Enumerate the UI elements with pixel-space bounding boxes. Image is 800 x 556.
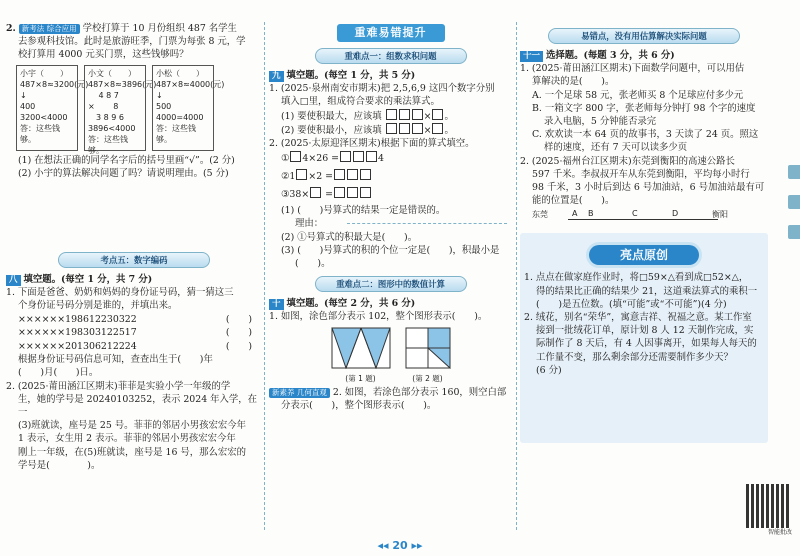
sub-question: (2) ①号算式的积最大是( )。 [281,231,418,243]
solution-line: ↓ [156,90,163,100]
option-b-cont: 录入电脑，5 分钟能否录完 [544,116,657,128]
question-text: 1. 下面是爸爸、奶奶和妈妈的身份证号码，猜一猜这三 [6,287,234,299]
solution-box-xiaoyu [16,65,89,151]
figure-caption: (第 2 题) [412,373,443,383]
answer-box[interactable] [353,151,364,162]
side-tab [788,225,800,239]
figure-2 [405,327,451,384]
section-title: 选择题。(每题 3 分，共 6 分) [546,50,675,61]
column-right [520,0,768,534]
answer-box[interactable] [399,123,410,134]
question-text: ( )月( )日。 [18,367,99,379]
section-number: 十 [269,299,284,310]
answer-space[interactable] [6,180,262,246]
question-text: 得的结果比正确的结果少 21，这道乘法算式的乘积一 [536,285,758,297]
solution-box-xiaosong [152,65,225,151]
sub-question-text: (1) 要使积最大，应该填 [281,110,382,122]
solution-line: 487×8≈4000(元) [156,79,225,89]
qr-code-icon[interactable] [746,484,790,528]
road-diagram [532,209,768,231]
question-text: 2. 如图，若涂色部分表示 160，则空白部 [332,386,507,398]
answer-box[interactable] [386,109,397,120]
id-row[interactable] [6,340,262,354]
id-number: ××××××198303122517 [18,327,137,339]
question-text: 根据身份证号码信息可知，查查出生于( )年 [18,354,213,366]
sub-question: (2) 小宇的算法解决问题了吗？请说明理由。(5 分) [18,167,229,179]
reason-line[interactable] [269,217,512,230]
answer-space[interactable] [524,377,764,439]
solution-line: ↓ [20,90,27,100]
question-text: 去参观科技馆。此时是旅游旺季，门票为每张 8 元，学 [18,36,246,48]
question-text: (3)班就读，座号是 25 号。菲菲的邻居小男孩宏宏今年 [18,420,247,432]
sub-question: (2) 要使积最小，应该填 × 。 [281,124,454,136]
section-banner: 重难易错提升 [337,24,445,42]
answer-box[interactable] [432,109,443,120]
question-2 [6,22,262,35]
answer-blank[interactable]: ( ) [225,340,252,352]
original-block [520,233,768,443]
road-point-d: D [672,209,679,219]
answer-box[interactable] [340,151,351,162]
prev-arrow-icon: ◂◂ [377,539,393,552]
solution-line: 4000=4000 [156,112,204,122]
answer-box[interactable] [334,169,345,180]
page-number: 20 [392,539,408,552]
solution-line: 答：这些钱够。 [156,123,196,144]
topic-pill: 重难点二：图形中的数值计算 [315,276,467,292]
answer-box[interactable] [360,169,371,180]
question-text: 2. (2025·福州台江区期末)东莞到衡阳的高速公路长 [520,155,735,167]
option-a[interactable]: A. 一个足球 58 元，张老师买 8 个足球应付多少元 [532,89,744,101]
square-figure [405,327,451,369]
topic-pill: 重难点一：组数求积问题 [315,48,467,64]
answer-box[interactable] [399,109,410,120]
solution-boxes [16,65,262,155]
answer-box[interactable] [432,123,443,134]
solution-line: 487×8≈3896(元) [88,79,157,89]
option-c[interactable]: C. 欢欢读一本 64 页的故事书，3 天读了 24 页。照这 [532,129,759,141]
answer-blank[interactable]: ( ) [225,313,252,325]
side-tab [788,165,800,179]
road-label-end: 衡阳 [712,210,728,220]
question-text: 1. (2025·泉州南安市期末)把 2,5,6,9 这四个数字分别 [269,83,495,95]
question-text: 1. (2025·莆田涵江区期末)下面数学问题中，可以用估 [520,63,745,75]
road-point-c: C [632,209,638,219]
question-text: 1. 如图，涂色部分表示 102，整个图形表示( )。 [269,311,488,323]
solution-line: 487×8≈3200(元) [20,79,89,89]
column-left [6,0,262,534]
equation-2: ②1 ×2 = [269,168,512,186]
question-number: 2. [6,23,16,34]
column-divider [516,22,517,530]
solution-name: 小宇（ ） [20,68,68,78]
question-text: 98 千米，3 小时后到达 6 号加油站，6 号加油站最有可 [532,182,765,194]
answer-box[interactable] [360,187,371,198]
question-text: 校打算用 4000 元买门票，这些钱够吗？ [18,49,189,61]
answer-box[interactable] [347,169,358,180]
question-text: 学号是( )。 [18,459,101,471]
question-text: ( )是五位数。(填“可能”或“不可能”)(4 分) [536,298,727,310]
option-b[interactable]: B. 一箱文字 800 字，张老师每分钟打 98 个字的速度 [532,102,756,114]
original-banner: 亮点原创 [589,245,699,265]
sub-question-text: (2) 要使积最小，应该填 [281,124,382,136]
solution-box-xiaowen [84,65,157,155]
solution-line: × 8 [88,101,119,111]
page-footer [0,539,800,552]
section-number: 九 [269,71,284,82]
answer-box[interactable] [296,169,307,180]
id-number: ××××××198612230322 [18,313,137,325]
reason-underline[interactable] [347,223,507,224]
solution-line: 答：这些钱够。 [88,134,128,155]
new-method-tag: 新考法 综合应用 [19,24,80,34]
side-tab [788,195,800,209]
topic-pill: 考点五：数字编码 [58,252,210,268]
question-text: 工作量不变，那么剩余部分还需要制作多少天？ [536,351,733,363]
answer-box[interactable] [412,123,423,134]
sub-question: (1) ( )号算式的结果一定是错误的。 [281,205,446,217]
figure-1 [331,327,391,384]
next-arrow-icon: ▸▸ [407,539,423,552]
sub-question: (1) 要使积最大，应该填 × 。 [281,110,454,122]
solution-name: 小松（ ） [156,68,204,78]
question-text: 1. 点点在做家庭作业时，将□59×△看到成□52×△， [524,272,749,284]
id-row[interactable] [6,313,262,327]
figure-caption: (第 1 题) [345,373,376,383]
column-middle [269,0,512,534]
solution-name: 小文（ ） [88,68,136,78]
question-text: 算解决的是( )。 [532,76,615,88]
equation-3: ③38× = [269,186,512,204]
reason-label: 理由： [295,218,324,230]
question-text: 能的位置是( )。 [532,195,615,207]
answer-box[interactable] [412,109,423,120]
road-label-start: 东莞 [532,210,548,220]
topic-pill: 易错点，没有用估算解决实际问题 [548,28,740,44]
question-text: 接到一批绒花订单，原计划 8 人 12 天制作完成，实 [536,325,754,337]
question-text: 2. (2025·太原迎泽区期末)根据下面的算式填空。 [269,138,475,150]
solution-line: 400 [20,101,36,111]
question-text: 分表示( )，整个图形表示( )。 [281,399,437,411]
answer-blank[interactable]: ( ) [225,327,252,339]
question-text: 597 千米。李叔叔开车从东莞到衡阳，平均每小时行 [532,168,750,180]
id-number: ××××××201306212224 [18,340,137,352]
question-text: 填入□里，组成符合要求的乘法算式。 [281,96,440,108]
triangles-figure [331,327,391,369]
question-text: 1 表示，女生用 2 表示。菲菲的邻居小男孩宏宏今年 [18,433,236,445]
sub-question: (3) ( )号算式的积的个位一定是( )，积最小是 [281,244,500,256]
id-row[interactable] [6,326,262,340]
option-c-cont: 样的速度，还有 7 天可以读多少页 [544,142,688,154]
solution-line: 500 [156,101,172,111]
answer-box[interactable] [347,187,358,198]
question-text: 2. (2025·莆田涵江区期末)菲菲是实验小学一年级的学 [6,380,231,392]
answer-box[interactable] [290,151,301,162]
road-point-b: B [588,209,594,219]
figures [269,327,512,384]
section-title: 填空题。(每空 1 分，共 5 分) [286,70,416,81]
solution-line: 答：这些钱够。 [20,123,60,144]
question-text: 2. 绒花，别名“荣华”，寓意吉祥、祝福之意。某工作室 [524,312,752,324]
section-title: 填空题。(每空 2 分，共 6 分) [286,298,416,310]
question-text: 生，她的学号是 20240103252，表示 2024 年入学，在一 [18,393,258,418]
sub-question: ( )。 [295,258,331,270]
equation-1: ① 4×26 = 4 [281,153,384,165]
question-text: 学校打算于 10 月份组织 487 名学生 [82,23,237,34]
answer-box[interactable] [366,151,377,162]
question-text: (6 分) [536,364,562,376]
question-text: 刚上一年级，在(5)班就读，座号是 16 号，那么宏宏的 [18,446,247,458]
section-number: 八 [6,275,21,286]
solution-line: 3 8 9 6 [88,112,124,122]
answer-box[interactable] [386,123,397,134]
road-line [568,219,718,220]
answer-box[interactable] [334,187,345,198]
answer-box[interactable] [310,187,321,198]
road-point-a: A [572,209,578,219]
question-text: 个身份证号码分别是谁的，并填出来。 [18,300,178,312]
literacy-tag: 新素养 几何直观 [269,388,330,398]
question-text: 际制作了 8 天后，有 4 人因事离开，如果每人每天的 [536,338,757,350]
solution-line: 3896<4000 [88,123,136,133]
solution-line: 4 8 7 [88,90,119,100]
section-title: 填空题。(每空 1 分，共 7 分) [23,274,153,286]
solution-line: 3200<4000 [20,112,68,122]
column-divider [264,22,265,530]
section-number: 十一 [520,51,543,62]
qr-label: 智能批改 [767,529,792,536]
sub-question: (1) 在想法正确的同学名字后的括号里画“√”。(2 分) [18,154,235,166]
